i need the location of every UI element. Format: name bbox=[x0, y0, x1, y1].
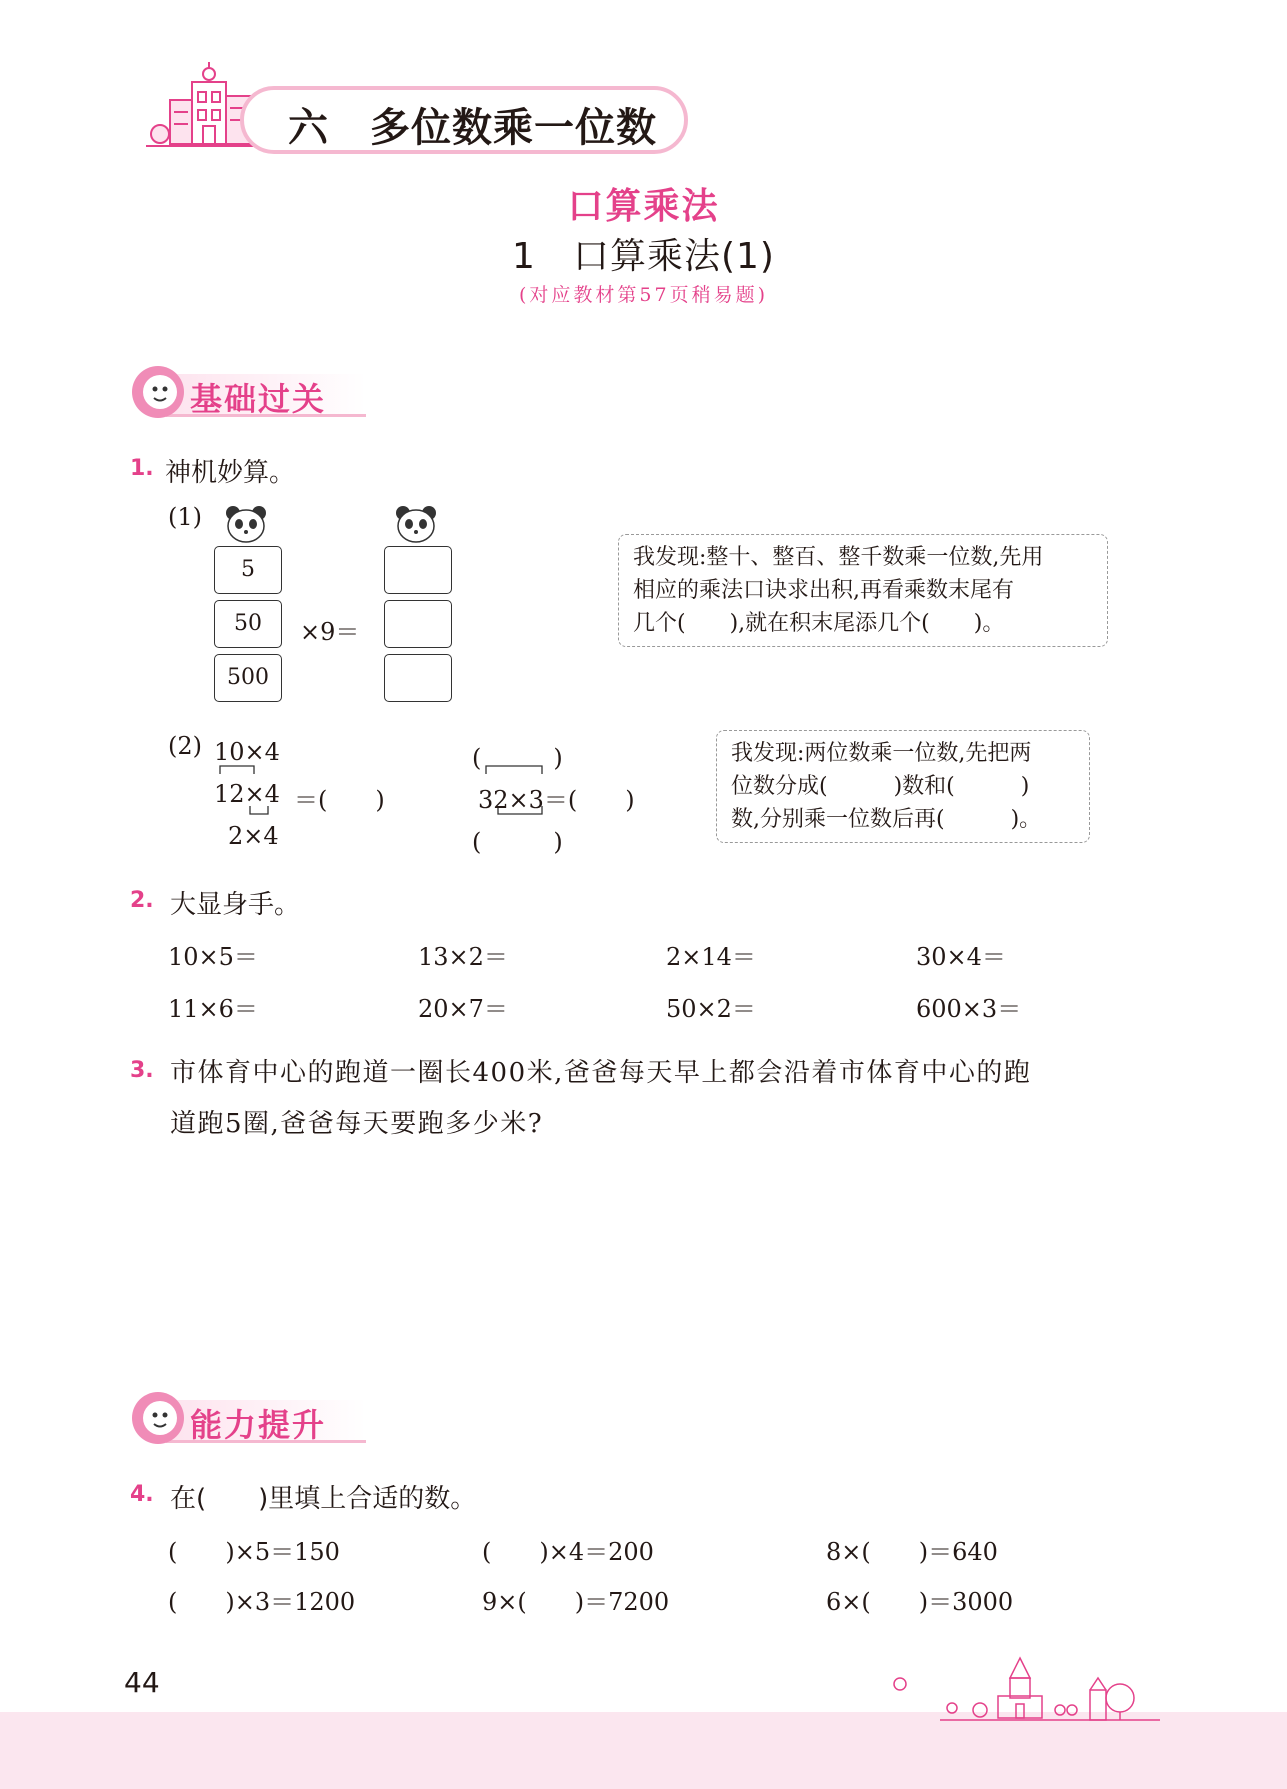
observation-note bbox=[618, 534, 1108, 647]
note-line: 几个( ),就在积末尾添几个( )。 bbox=[633, 611, 1005, 636]
answer-box[interactable] bbox=[384, 546, 452, 594]
main-expression: 12×4 bbox=[214, 780, 280, 808]
chapter-banner bbox=[140, 82, 690, 154]
fill-blank-equation[interactable]: ( )×5＝150 bbox=[168, 1538, 340, 1566]
question-text: 在( )里填上合适的数。 bbox=[170, 1484, 477, 1514]
castle-illustration-icon bbox=[880, 1650, 1170, 1722]
note-line: 我发现:整十、整百、整千数乘一位数,先用 bbox=[633, 545, 1044, 570]
question-number: 1. bbox=[130, 456, 154, 481]
equation[interactable]: 2×14＝ bbox=[666, 943, 756, 971]
lesson-title: 1 口算乘法(1) bbox=[512, 236, 775, 277]
section-title: 口算乘法 bbox=[567, 186, 720, 227]
mascot-icon bbox=[130, 1390, 186, 1446]
word-problem-line: 道跑5圈,爸爸每天要跑多少米? bbox=[170, 1109, 544, 1139]
panda-icon bbox=[224, 504, 268, 544]
fill-blank-equation[interactable]: 6×( )＝3000 bbox=[826, 1588, 1014, 1616]
note-line: 位数分成( )数和( ) bbox=[731, 774, 1030, 799]
note-line: 我发现:两位数乘一位数,先把两 bbox=[731, 741, 1032, 766]
mascot-icon bbox=[130, 364, 186, 420]
part-label: (2) bbox=[168, 732, 202, 760]
textbook-reference: (对应教材第57页稍易题) bbox=[518, 284, 768, 306]
answer-blank[interactable]: ＝( ) bbox=[294, 786, 385, 814]
equation[interactable]: 30×4＝ bbox=[916, 943, 1006, 971]
main-expression[interactable]: 32×3＝( ) bbox=[478, 786, 635, 814]
equation[interactable]: 50×2＝ bbox=[666, 995, 756, 1023]
note-line: 数,分别乘一位数后再( )。 bbox=[731, 807, 1042, 832]
chapter-title: 六 多位数乘一位数 bbox=[288, 105, 657, 151]
question-number: 4. bbox=[130, 1482, 154, 1507]
word-problem-line: 市体育中心的跑道一圈长400米,爸爸每天早上都会沿着市体育中心的跑 bbox=[170, 1058, 1032, 1088]
answer-box[interactable] bbox=[384, 654, 452, 702]
equation[interactable]: 13×2＝ bbox=[418, 943, 508, 971]
given-number-box: 5 bbox=[214, 546, 282, 594]
answer-box[interactable] bbox=[384, 600, 452, 648]
fill-blank-equation[interactable]: ( )×3＝1200 bbox=[168, 1588, 356, 1616]
question-number: 2. bbox=[130, 888, 154, 913]
part-label: (1) bbox=[168, 503, 202, 531]
page-number: 44 bbox=[124, 1666, 160, 1699]
question-text: 大显身手。 bbox=[170, 890, 301, 920]
multiply-operator: ×9＝ bbox=[300, 618, 360, 646]
question-text: 神机妙算。 bbox=[165, 458, 296, 488]
section-label: 能力提升 bbox=[190, 1406, 327, 1444]
equation[interactable]: 11×6＝ bbox=[168, 995, 258, 1023]
footer-band bbox=[0, 1712, 1287, 1789]
section-banner-advanced bbox=[130, 1390, 380, 1450]
answer-blank[interactable]: ( ) bbox=[472, 828, 563, 856]
given-number-box: 50 bbox=[214, 600, 282, 648]
question-number: 3. bbox=[130, 1058, 154, 1083]
fill-blank-equation[interactable]: 8×( )＝640 bbox=[826, 1538, 998, 1566]
equation[interactable]: 20×7＝ bbox=[418, 995, 508, 1023]
split-expression: 10×4 bbox=[214, 738, 280, 766]
section-label: 基础过关 bbox=[190, 380, 327, 418]
note-line: 相应的乘法口诀求出积,再看乘数末尾有 bbox=[633, 578, 1014, 603]
split-expression: 2×4 bbox=[228, 822, 279, 850]
equation[interactable]: 600×3＝ bbox=[916, 995, 1022, 1023]
panda-icon bbox=[394, 504, 438, 544]
given-number-box: 500 bbox=[214, 654, 282, 702]
fill-blank-equation[interactable]: 9×( )＝7200 bbox=[482, 1588, 670, 1616]
fill-blank-equation[interactable]: ( )×4＝200 bbox=[482, 1538, 654, 1566]
answer-blank[interactable]: ( ) bbox=[472, 744, 563, 772]
section-banner-basic bbox=[130, 364, 380, 424]
answer-area[interactable] bbox=[170, 1150, 1130, 1350]
observation-note bbox=[716, 730, 1090, 843]
equation[interactable]: 10×5＝ bbox=[168, 943, 258, 971]
